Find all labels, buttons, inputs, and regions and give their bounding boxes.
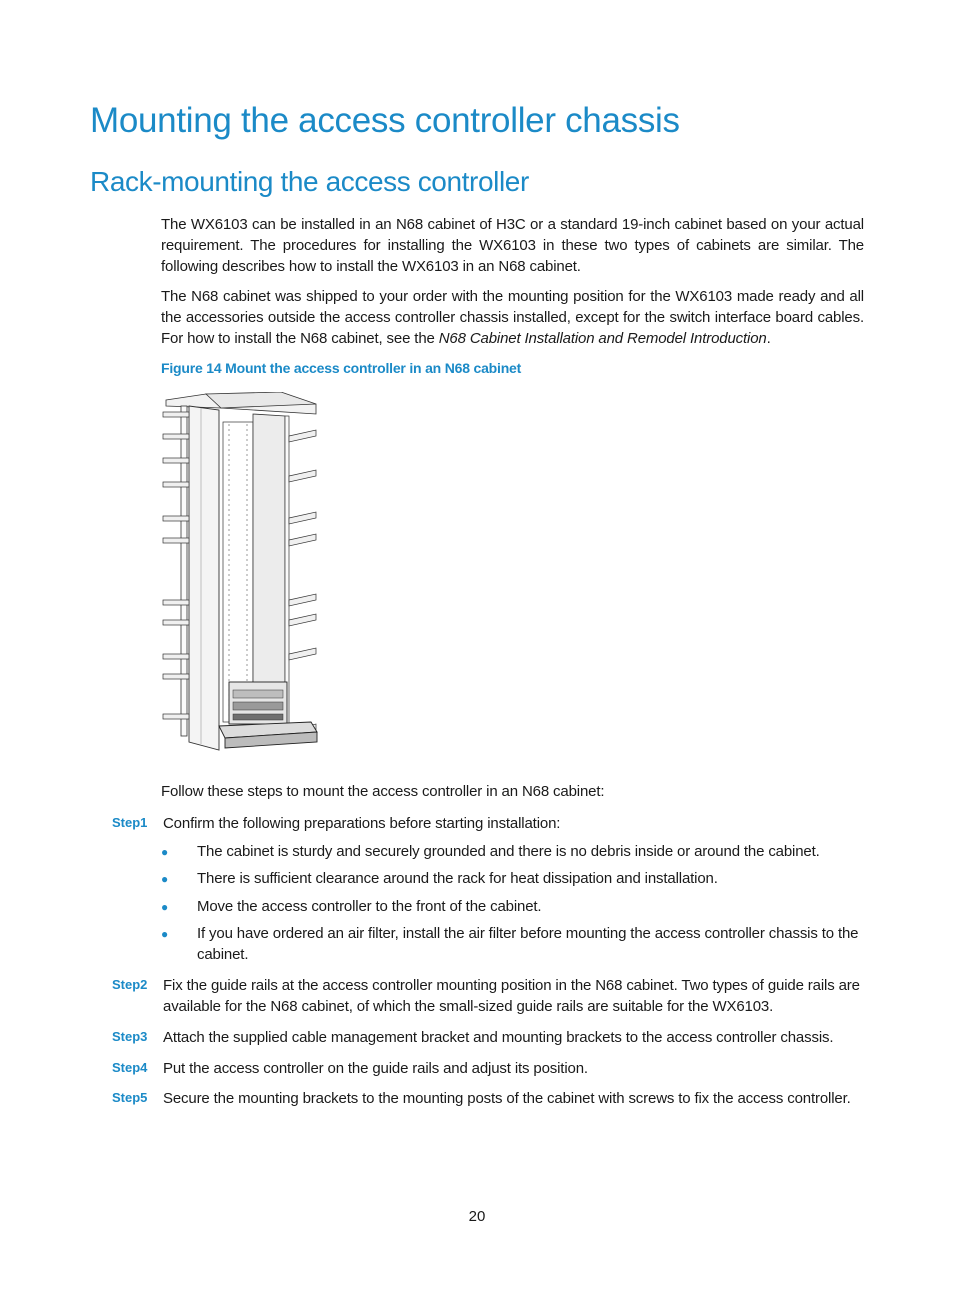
bullet-text: There is sufficient clearance around the rack for heat dissipation and installation. xyxy=(197,870,718,887)
bullet-text: The cabinet is sturdy and securely grounded and there is no debris inside or around the cabinet. xyxy=(197,843,820,860)
step-label: Step1 xyxy=(112,815,148,830)
step-text: Secure the mounting brackets to the mounting posts of the cabinet with screws to fix the access controller. xyxy=(163,1090,851,1107)
bullet-icon: ● xyxy=(161,900,169,914)
steps-intro: Follow these steps to mount the access controller in an N68 cabinet: xyxy=(161,783,605,800)
page-number: 20 xyxy=(468,1208,486,1225)
bullet-text: If you have ordered an air filter, install the air filter before mounting the access controller chassis to the cabinet. xyxy=(197,925,859,963)
step-text: Put the access controller on the guide rails and adjust its position. xyxy=(163,1060,588,1077)
manual-reference: N68 Cabinet Installation and Remodel Introduction xyxy=(438,330,767,347)
intro-paragraph: The WX6103 can be installed in an N68 cabinet of H3C or a standard 19-inch cabinet based on your actual requirement. The procedures for installing the WX6103 in these two types of cabinets are similar. The following describes how to install the WX6103 in an N68 cabinet. xyxy=(161,216,864,275)
step-text: Attach the supplied cable management bracket and mounting brackets to the access controller chassis. xyxy=(163,1029,834,1046)
step-text: Fix the guide rails at the access controller mounting position in the N68 cabinet. Two types of guide rails are available for the N68 cabinet, of which the small-sized guide rails are suitable for the WX6103. xyxy=(163,977,860,1015)
step-label: Step5 xyxy=(112,1090,148,1105)
step-label: Step3 xyxy=(112,1029,148,1044)
step-label: Step2 xyxy=(112,977,148,992)
cabinet-paragraph-text: The N68 cabinet was shipped to your order with the mounting position for the WX6103 made ready and all the accessories outside the access controller chassis installed, except for the switch interface board cables. For how to install the N68 cabinet, see the xyxy=(161,288,864,347)
cabinet-paragraph xyxy=(161,286,864,349)
section-heading: Rack-mounting the access controller xyxy=(90,166,529,197)
cabinet-illustration xyxy=(161,392,321,752)
page-heading: Mounting the access controller chassis xyxy=(90,101,680,140)
bullet-icon: ● xyxy=(161,845,169,859)
step-text: Confirm the following preparations before starting installation: xyxy=(163,815,561,832)
bullet-icon: ● xyxy=(161,872,169,886)
cabinet-paragraph-end: . xyxy=(766,330,771,347)
cabinet-drawing xyxy=(161,392,321,752)
bullet-icon: ● xyxy=(161,927,169,941)
step-label: Step4 xyxy=(112,1060,148,1075)
bullet-text: Move the access controller to the front of the cabinet. xyxy=(197,898,542,915)
figure-caption: Figure 14 Mount the access controller in an N68 cabinet xyxy=(161,360,522,376)
